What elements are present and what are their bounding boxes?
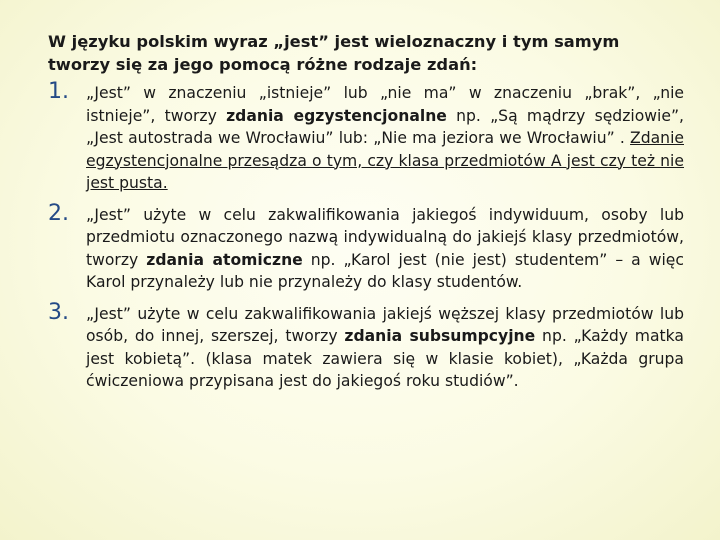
numbered-list [48,79,684,393]
list-item [48,200,684,294]
bold-term: zdania egzystencjonalne [226,106,447,125]
list-item-text [86,204,684,294]
list-item [48,79,684,195]
text-segment: np. „Każdy matka jest kobietą”. (klasa matek zawiera się w klasie kobiet), „Każda grupa ćwiczeniowa przypisana jest do jakiegoś roku studiów”. [86,327,684,390]
list-number: 3. [48,299,69,325]
underlined-sentence: Zdanie egzystencjonalne przesądza o tym, czy klasa przedmiotów A jest czy też nie jest pusta. [86,129,684,192]
list-item-text [86,303,684,393]
text-segment: „Jest” użyte w celu zakwalifikowania jakiegoś indywiduum, osoby lub przedmiotu oznaczonego nazwą indywidualną do jakiejś klasy przedmiotów, tworzy [86,205,684,269]
text-segment: np. „Karol jest (nie jest) studentem” – a więc Karol przynależy lub nie przynależy do klasy studentów. [86,250,684,291]
text-segment: „Jest” w znaczeniu „istnieje” lub „nie ma” w znaczeniu „brak”, „nie istnieje”, tworzy [86,84,684,125]
bold-term: zdania atomiczne [146,250,303,269]
list-number: 2. [48,200,69,226]
slide-content [48,30,684,402]
bold-term: zdania subsumpcyjne [344,327,536,345]
text-segment: np. „Są mądrzy sędziowie”, „Jest autostrada we Wrocławiu” lub: „Nie ma jeziora we Wrocławiu” . [86,106,684,147]
list-item-text [86,82,684,195]
intro-text: W języku polskim wyraz „jest” jest wieloznaczny i tym samym tworzy się za jego pomocą różne rodzaje zdań: [48,32,620,74]
list-number: 1. [48,79,69,104]
list-item [48,299,684,393]
text-segment: „Jest” użyte w celu zakwalifikowania jakiejś węższej klasy przedmiotów lub osób, do innej, szerszej, tworzy [86,304,684,345]
